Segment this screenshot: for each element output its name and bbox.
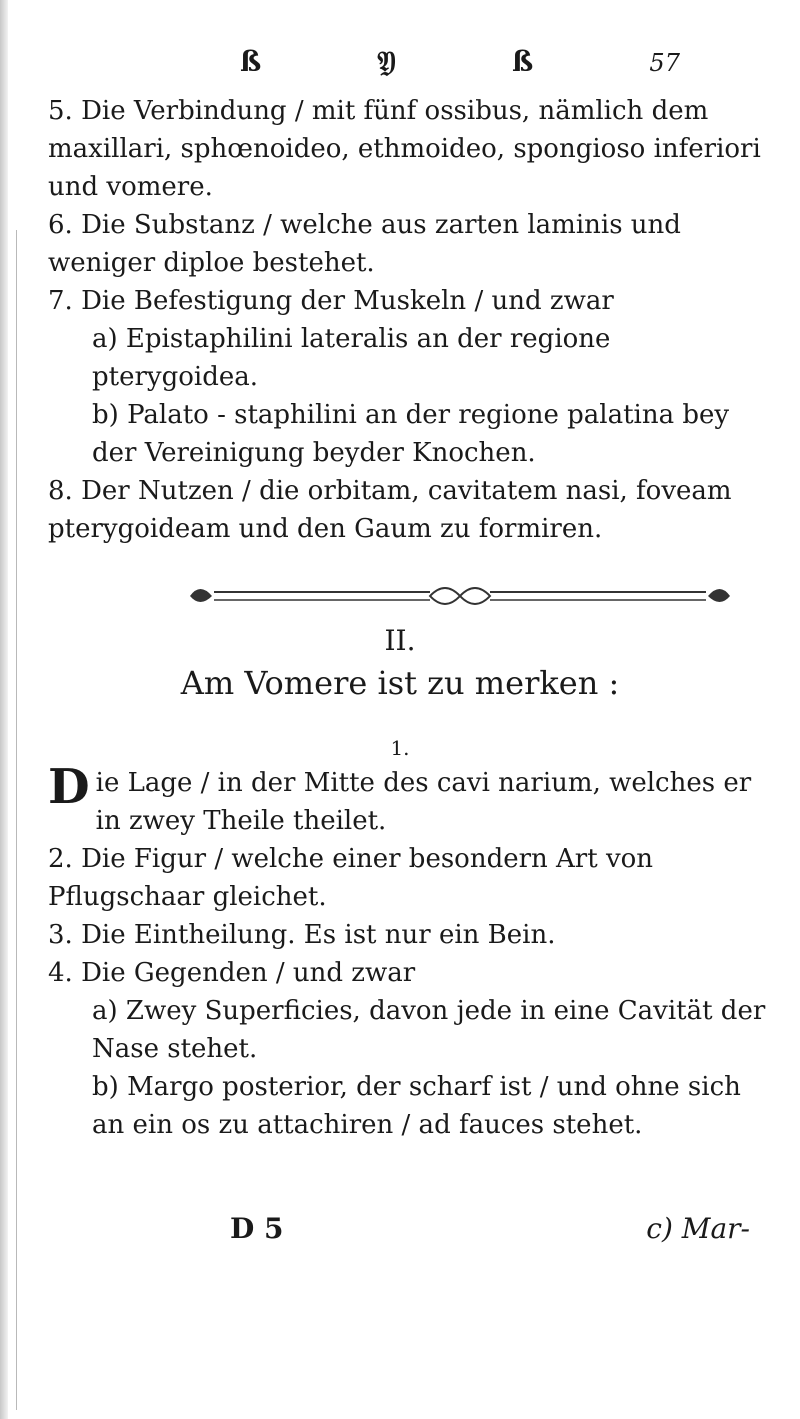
catchword: c) Mar- [646, 1212, 750, 1245]
item-label: b) [92, 1072, 119, 1102]
running-head-right: ß [511, 45, 534, 78]
page-gutter-shadow [0, 0, 8, 1419]
muscle-item-b [48, 396, 778, 472]
item-text: Die Eintheilung. Es ist nur ein Bein. [81, 920, 556, 950]
item-text: Die Verbindung / mit fünf ossibus, nämlich dem maxillari, sphœnoideo, ethmoideo, spongioso inferiori und vomere. [48, 96, 761, 202]
vomer-item-4 [48, 954, 778, 992]
running-head [240, 45, 680, 79]
list-item-6 [48, 206, 778, 282]
section-number: II. [384, 624, 416, 657]
running-head-center: 𝔜 [377, 45, 396, 78]
list-item-5 [48, 92, 778, 206]
item-text: Die Figur / welche einer besondern Art von Pflugschaar gleichet. [48, 844, 654, 912]
item-text: Die Befestigung der Muskeln / und zwar [81, 286, 614, 316]
item-text: Die Substanz / welche aus zarten laminis und weniger diploe bestehet. [48, 210, 681, 278]
section-title: Am Vomere ist zu merken : [180, 664, 620, 702]
item-number: 6. [48, 210, 73, 240]
item-number: 2. [48, 844, 73, 874]
item-number: 3. [48, 920, 73, 950]
ornament-center-knot [430, 588, 490, 604]
item-label: b) [92, 400, 119, 430]
upper-text-block [48, 92, 778, 548]
first-subsection-number: 1. [390, 736, 410, 760]
vomer-item-3 [48, 916, 778, 954]
item-text: Epistaphilini lateralis an der regione pterygoidea. [92, 324, 611, 392]
ornament-right-flourish [708, 589, 730, 602]
item-label: a) [92, 324, 118, 354]
item-text: Margo posterior, der scharf ist / und ohne sich an ein os zu attachiren / ad fauces stehet. [92, 1072, 741, 1140]
item-text: Die Gegenden / und zwar [81, 958, 416, 988]
item-text: Zwey Superficies, davon jede in eine Cavität der Nase stehet. [92, 996, 766, 1064]
list-item-7 [48, 282, 778, 320]
signature-mark: D 5 [230, 1212, 284, 1245]
vomer-item-1 [48, 759, 778, 840]
lower-text-block [48, 759, 778, 1144]
item-text: Palato - staphilini an der regione palatina bey der Vereinigung beyder Knochen. [92, 400, 730, 468]
ornamental-rule [180, 578, 740, 614]
item-number: 8. [48, 476, 73, 506]
item-text: ie Lage / in der Mitte des cavi narium, welches er in zwey Theile theilet. [95, 768, 752, 836]
vomer-item-2 [48, 840, 778, 916]
running-head-left: ß [240, 45, 262, 78]
item-number: 5. [48, 96, 73, 126]
page-number: 57 [649, 49, 680, 77]
page-margin-line [16, 230, 17, 1410]
list-item-8 [48, 472, 778, 548]
ornament-left-flourish [190, 589, 212, 602]
page-footer [230, 1212, 750, 1245]
item-label: a) [92, 996, 118, 1026]
muscle-item-a [48, 320, 778, 396]
item-number: 7. [48, 286, 73, 316]
item-number: 4. [48, 958, 73, 988]
drop-cap: D [48, 759, 90, 815]
region-item-b [48, 1068, 778, 1144]
item-text: Der Nutzen / die orbitam, cavitatem nasi, foveam pterygoideam und den Gaum zu formiren. [48, 476, 732, 544]
region-item-a [48, 992, 778, 1068]
